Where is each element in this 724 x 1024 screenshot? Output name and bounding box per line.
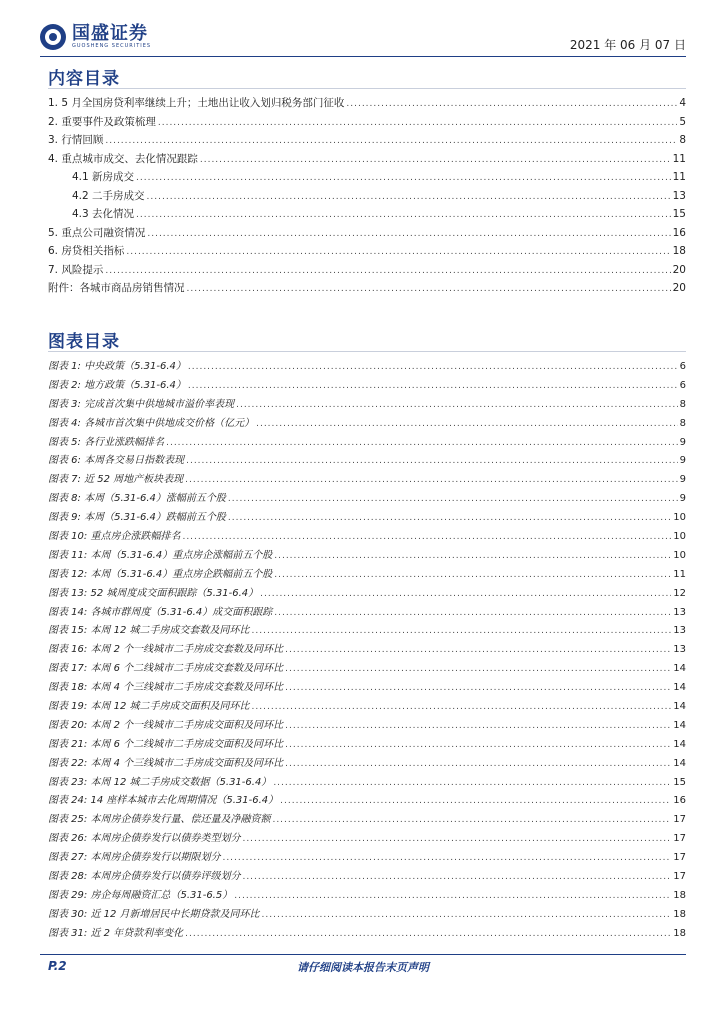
figure-entry-page: 9	[679, 493, 686, 505]
dot-leader	[274, 604, 671, 623]
dot-leader	[200, 151, 671, 170]
figure-entry-title: 图表 12: 本周（5.31-6.4）重点房企跌幅前五个股	[48, 568, 273, 580]
figure-entry-page: 17	[673, 852, 686, 864]
figure-entry[interactable]	[48, 774, 686, 793]
figure-entry[interactable]	[48, 547, 686, 566]
figure-entry-page: 6	[679, 361, 686, 372]
figure-entry-title: 图表 1: 中央政策（5.31-6.4）	[48, 361, 186, 372]
figure-entry-page: 14	[673, 738, 686, 750]
toc-list	[48, 94, 686, 298]
toc-entry-page: 5	[679, 115, 686, 128]
toc-entry-page: 8	[679, 134, 686, 146]
dot-leader	[285, 717, 671, 736]
toc-entry[interactable]	[48, 261, 686, 280]
figure-entry-title: 图表 15: 本周 12 城二手房成交套数及同环比	[48, 625, 250, 637]
figure-entry[interactable]	[48, 755, 686, 774]
toc-entry-page: 11	[672, 152, 686, 165]
dot-leader	[285, 660, 671, 679]
toc-entry-title: 2. 重要事件及政策梳理	[48, 115, 156, 128]
figure-entry-page: 9	[679, 455, 686, 467]
figure-entry-title: 图表 21: 本周 6 个二线城市二手房成交面积及同环比	[48, 738, 284, 750]
dot-leader	[185, 925, 671, 944]
figure-entry-page: 18	[673, 889, 686, 901]
figure-entry[interactable]	[48, 679, 686, 698]
figure-entry[interactable]	[48, 434, 686, 453]
figure-entry[interactable]	[48, 604, 686, 623]
figure-entry[interactable]	[48, 622, 686, 641]
page-header	[40, 20, 686, 57]
dot-leader	[252, 622, 672, 641]
figure-list-title: 图表目录	[48, 332, 120, 352]
figure-entry-title: 图表 10: 重点房企涨跌幅排名	[48, 531, 181, 543]
figure-entry[interactable]	[48, 528, 686, 547]
figure-entry[interactable]	[48, 811, 686, 830]
toc-title: 内容目录	[48, 69, 120, 89]
figure-entry-page: 6	[679, 379, 686, 391]
dot-leader	[285, 736, 671, 755]
figure-entry-page: 14	[673, 701, 686, 713]
figure-entry[interactable]	[48, 471, 686, 490]
figure-entry[interactable]	[48, 906, 686, 925]
figure-entry[interactable]	[48, 641, 686, 660]
report-date: 2021 年 06 月 07 日	[569, 38, 686, 52]
toc-entry-title: 4. 重点城市成交、去化情况跟踪	[48, 152, 198, 165]
figure-entry-page: 16	[673, 795, 686, 807]
figure-entry-page: 18	[673, 908, 686, 920]
dot-leader	[273, 774, 671, 793]
toc-entry[interactable]	[48, 187, 686, 206]
figure-entry[interactable]	[48, 792, 686, 811]
dot-leader	[234, 887, 671, 906]
dot-leader	[252, 698, 672, 717]
company-logo	[40, 22, 151, 52]
figure-entry-page: 9	[679, 436, 686, 448]
dot-leader	[136, 206, 671, 225]
dot-leader	[274, 566, 671, 585]
toc-entry-title: 4.3 去化情况	[72, 208, 135, 220]
figure-entry[interactable]	[48, 849, 686, 868]
dot-leader	[147, 225, 670, 244]
figure-entry-title: 图表 26: 本周房企债券发行以债券类型划分	[48, 833, 241, 845]
dot-leader	[147, 188, 671, 207]
dot-leader	[285, 641, 671, 660]
figure-entry-page: 17	[673, 871, 686, 883]
figure-entry-page: 10	[673, 549, 686, 561]
figure-entry-page: 13	[673, 625, 686, 637]
toc-entry-title: 3. 行情回顾	[48, 134, 104, 146]
dot-leader	[346, 95, 677, 114]
figure-entry[interactable]	[48, 566, 686, 585]
dot-leader	[260, 585, 671, 604]
figure-entry-page: 13	[673, 644, 686, 656]
figure-entry-page: 17	[673, 814, 686, 826]
figure-entry-title: 图表 9: 本周（5.31-6.4）跌幅前五个股	[48, 512, 226, 524]
dot-leader	[158, 114, 677, 133]
toc-entry-title: 5. 重点公司融资情况	[48, 226, 146, 239]
dot-leader	[105, 262, 670, 281]
figure-entry[interactable]	[48, 887, 686, 906]
toc-entry[interactable]	[48, 205, 686, 224]
toc-entry-title: 1. 5 月全国房贷利率继续上升；土地出让收入划归税务部门征收	[48, 97, 345, 109]
figure-entry[interactable]	[48, 377, 686, 396]
dot-leader	[272, 811, 671, 830]
figure-entry-page: 8	[679, 417, 686, 429]
figure-entry[interactable]	[48, 717, 686, 736]
toc-entry[interactable]	[48, 113, 686, 132]
figure-entry-title: 图表 24: 14 座样本城市去化周期情况（5.31-6.4）	[48, 795, 279, 807]
dot-leader	[136, 169, 671, 188]
dot-leader	[285, 679, 671, 698]
dot-leader	[126, 243, 670, 262]
figure-entry-title: 图表 5: 各行业涨跌幅排名	[48, 436, 165, 448]
figure-entry[interactable]	[48, 490, 686, 509]
figure-entry[interactable]	[48, 868, 686, 887]
figure-entry-page: 14	[673, 682, 686, 694]
figure-entry-title: 图表 13: 52 城周度成交面积跟踪（5.31-6.4）	[48, 587, 259, 599]
figure-entry-title: 图表 25: 本周房企债券发行量、偿还量及净融资额	[48, 814, 271, 826]
figure-entry-page: 14	[673, 757, 686, 769]
dot-leader	[262, 906, 672, 925]
dot-leader	[242, 830, 671, 849]
dot-leader	[228, 490, 678, 509]
toc-entry-page: 13	[672, 189, 686, 202]
figure-entry-title: 图表 16: 本周 2 个一线城市二手房成交套数及同环比	[48, 644, 284, 656]
toc-entry-page: 20	[672, 282, 686, 294]
figure-list	[48, 358, 686, 944]
dot-leader	[187, 280, 671, 299]
toc-entry[interactable]	[48, 279, 686, 298]
figure-entry[interactable]	[48, 509, 686, 528]
toc-entry[interactable]	[48, 150, 686, 169]
disclaimer-notice: 请仔细阅读本报告末页声明	[297, 961, 429, 974]
figure-entry-title: 图表 23: 本周 12 城二手房成交数据（5.31-6.4）	[48, 776, 272, 788]
figure-entry-page: 15	[673, 776, 686, 788]
figure-entry[interactable]	[48, 585, 686, 604]
figure-entry-title: 图表 18: 本周 4 个三线城市二手房成交套数及同环比	[48, 682, 284, 694]
toc-entry-page: 4	[679, 97, 686, 109]
dot-leader	[280, 792, 671, 811]
figure-entry-page: 10	[673, 531, 686, 543]
figure-entry-title: 图表 28: 本周房企债券发行以债券评级划分	[48, 871, 241, 883]
figure-entry-title: 图表 14: 各城市群周度（5.31-6.4）成交面积跟踪	[48, 606, 273, 618]
logo-text: 国盛证券	[72, 22, 148, 44]
toc-divider	[48, 88, 686, 89]
toc-entry-title: 附件：各城市商品房销售情况	[48, 282, 185, 294]
figure-entry-title: 图表 27: 本周房企债券发行以期限划分	[48, 852, 221, 864]
figure-entry-title: 图表 29: 房企每周融资汇总（5.31-6.5）	[48, 889, 233, 901]
dot-leader	[185, 471, 677, 490]
figure-entry-title: 图表 7: 近 52 周地产板块表现	[48, 474, 184, 486]
page-footer	[40, 954, 686, 979]
figure-entry-title: 图表 8: 本周（5.31-6.4）涨幅前五个股	[48, 493, 226, 505]
figure-entry[interactable]	[48, 736, 686, 755]
figure-entry[interactable]	[48, 698, 686, 717]
figure-entry-title: 图表 19: 本周 12 城二手房成交面积及同环比	[48, 701, 250, 713]
toc-entry-page: 20	[672, 263, 686, 276]
logo-icon	[40, 24, 66, 50]
dot-leader	[166, 434, 678, 453]
figure-entry-title: 图表 3: 完成首次集中供地城市溢价率表现	[48, 398, 235, 410]
dot-leader	[285, 755, 671, 774]
figure-entry-title: 图表 20: 本周 2 个一线城市二手房成交面积及同环比	[48, 719, 284, 731]
logo-subtext: GUOSHENG SECURITIES	[72, 42, 152, 49]
figure-entry-title: 图表 31: 近 2 年贷款利率变化	[48, 927, 184, 939]
toc-entry-title: 4.1 新房成交	[72, 171, 135, 183]
figure-entry-page: 8	[679, 398, 686, 410]
figure-entry[interactable]	[48, 415, 686, 434]
dot-leader	[105, 132, 677, 151]
toc-entry-title: 6. 房贷相关指标	[48, 245, 125, 257]
dot-leader	[188, 358, 678, 377]
figure-list-divider	[48, 351, 686, 352]
figure-entry-page: 13	[673, 606, 686, 618]
dot-leader	[242, 868, 671, 887]
figure-entry[interactable]	[48, 358, 686, 377]
figure-entry-title: 图表 6: 本周各交易日指数表现	[48, 455, 185, 467]
dot-leader	[188, 377, 678, 396]
page-number: P.2	[48, 959, 67, 973]
figure-entry-title: 图表 30: 近 12 月新增居民中长期贷款及同环比	[48, 908, 260, 920]
toc-entry[interactable]	[48, 131, 686, 150]
figure-entry-page: 11	[673, 568, 686, 580]
figure-entry[interactable]	[48, 830, 686, 849]
figure-entry-title: 图表 4: 各城市首次集中供地成交价格（亿元）	[48, 417, 255, 429]
dot-leader	[256, 415, 678, 434]
dot-leader	[228, 509, 671, 528]
toc-entry[interactable]	[48, 168, 686, 187]
figure-entry-title: 图表 2: 地方政策（5.31-6.4）	[48, 379, 186, 391]
figure-entry-page: 14	[673, 663, 686, 675]
toc-entry[interactable]	[48, 224, 686, 243]
toc-entry-title: 7. 风险提示	[48, 263, 104, 276]
dot-leader	[222, 849, 671, 868]
dot-leader	[182, 528, 671, 547]
figure-entry[interactable]	[48, 660, 686, 679]
toc-entry-title: 4.2 二手房成交	[72, 189, 145, 202]
toc-entry-page: 18	[672, 245, 686, 257]
toc-entry[interactable]	[48, 242, 686, 261]
dot-leader	[186, 452, 678, 471]
toc-entry-page: 11	[672, 171, 686, 183]
figure-entry-page: 12	[673, 587, 686, 599]
figure-entry[interactable]	[48, 452, 686, 471]
figure-entry[interactable]	[48, 925, 686, 944]
figure-entry-page: 17	[673, 833, 686, 845]
toc-entry-page: 15	[672, 208, 686, 220]
dot-leader	[236, 396, 678, 415]
figure-entry-page: 10	[673, 512, 686, 524]
figure-entry-title: 图表 17: 本周 6 个二线城市二手房成交套数及同环比	[48, 663, 284, 675]
figure-entry-page: 9	[679, 474, 686, 486]
toc-entry[interactable]	[48, 94, 686, 113]
figure-entry-title: 图表 11: 本周（5.31-6.4）重点房企涨幅前五个股	[48, 549, 273, 561]
toc-entry-page: 16	[672, 226, 686, 239]
figure-entry-page: 18	[673, 927, 686, 939]
dot-leader	[274, 547, 671, 566]
figure-entry-title: 图表 22: 本周 4 个三线城市二手房成交面积及同环比	[48, 757, 284, 769]
figure-entry[interactable]	[48, 396, 686, 415]
figure-entry-page: 14	[673, 719, 686, 731]
